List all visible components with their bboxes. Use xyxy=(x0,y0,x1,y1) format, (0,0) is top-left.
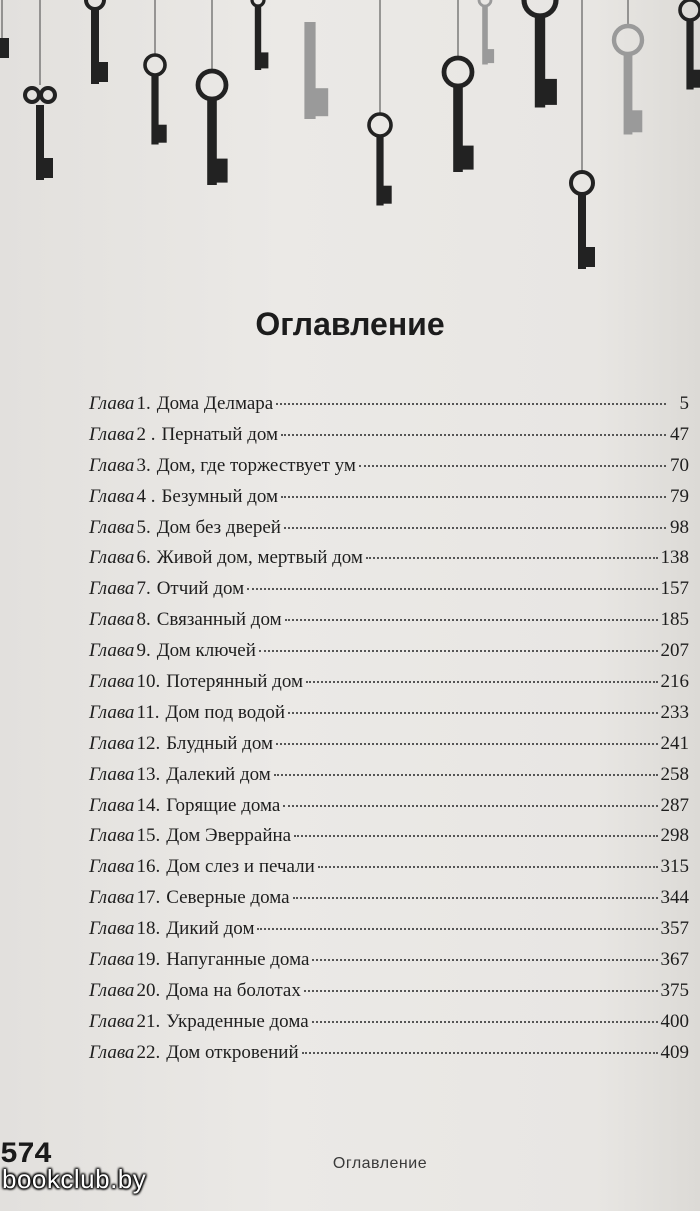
chapter-title: Дом слез и печали xyxy=(166,856,315,878)
chapter-title: Дом откровений xyxy=(166,1041,299,1063)
chapter-label: Глава xyxy=(89,640,135,662)
chapter-label: Глава xyxy=(89,547,135,569)
toc-entry xyxy=(89,389,689,420)
chapter-label: Глава xyxy=(89,794,135,816)
chapter-page-number: 409 xyxy=(660,1041,689,1063)
chapter-title: Дом, где торжествует ум xyxy=(156,454,356,476)
toc-entry xyxy=(89,667,689,698)
chapter-label: Глава xyxy=(89,856,135,878)
chapter-number: 1. xyxy=(136,393,151,414)
chapter-number: 8. xyxy=(136,609,151,631)
chapter-number: 18. xyxy=(136,918,161,940)
chapter-label: Глава xyxy=(89,393,135,414)
chapter-page-number: 344 xyxy=(660,887,689,909)
hanging-key-5 xyxy=(198,0,228,185)
chapter-label: Глава xyxy=(89,887,135,909)
running-title: Оглавление xyxy=(332,1155,428,1172)
dot-leader xyxy=(294,835,657,837)
toc-entry xyxy=(89,543,689,574)
toc-entry xyxy=(89,574,689,605)
chapter-label: Глава xyxy=(89,918,135,940)
chapter-title: Горящие дома xyxy=(166,794,281,816)
hanging-key-9 xyxy=(444,0,474,172)
chapter-page-number: 241 xyxy=(660,732,689,754)
dot-leader xyxy=(312,959,657,961)
chapter-title: Связанный дом xyxy=(156,609,282,631)
chapter-number: 13. xyxy=(136,763,161,785)
toc-entry xyxy=(89,513,689,544)
dot-leader xyxy=(359,465,666,467)
toc-entry xyxy=(89,821,689,852)
chapter-label: Глава xyxy=(89,1010,135,1032)
chapter-number: 6. xyxy=(136,547,151,569)
chapter-page-number: 157 xyxy=(660,578,689,600)
chapter-number: 10. xyxy=(136,671,161,693)
dot-leader xyxy=(283,805,657,807)
chapter-page-number: 258 xyxy=(660,763,689,785)
chapter-page-number: 207 xyxy=(660,640,689,662)
hanging-key-6 xyxy=(252,0,268,70)
chapter-number: 22. xyxy=(136,1041,161,1063)
chapter-number: 21. xyxy=(136,1010,161,1032)
chapter-number: 17. xyxy=(136,887,161,909)
hanging-key-13 xyxy=(614,0,642,135)
hanging-key-3 xyxy=(86,0,108,84)
hanging-key-2 xyxy=(25,0,55,180)
toc-entry xyxy=(89,914,689,945)
chapter-title: Дома на болотах xyxy=(166,979,301,1001)
toc-entry xyxy=(89,482,689,513)
dot-leader xyxy=(304,990,658,992)
hanging-key-8 xyxy=(369,0,392,206)
chapter-label: Глава xyxy=(89,671,135,693)
dot-leader xyxy=(281,434,666,436)
toc-entry xyxy=(89,1007,689,1038)
chapter-number: 2 . xyxy=(136,423,156,445)
chapter-number: 9. xyxy=(136,640,151,662)
chapter-number: 12. xyxy=(136,732,161,754)
chapter-title: Дом Эверрайна xyxy=(166,825,292,847)
dot-leader xyxy=(288,712,657,714)
chapter-page-number: 315 xyxy=(660,856,689,878)
toc-entry xyxy=(89,945,689,976)
dot-leader xyxy=(302,1052,658,1054)
chapter-title: Живой дом, мертвый дом xyxy=(156,547,363,569)
chapter-page-number: 233 xyxy=(660,701,689,723)
hanging-key-10 xyxy=(479,0,494,65)
chapter-page-number: 287 xyxy=(660,794,689,816)
dot-leader xyxy=(259,650,658,652)
dot-leader xyxy=(312,1021,658,1023)
chapter-page-number: 298 xyxy=(660,825,689,847)
chapter-page-number: 375 xyxy=(660,979,689,1001)
dot-leader xyxy=(276,743,658,745)
dot-leader xyxy=(284,527,666,529)
chapter-page-number: 400 xyxy=(660,1010,689,1032)
chapter-label: Глава xyxy=(89,516,135,538)
chapter-label: Глава xyxy=(89,701,135,723)
dot-leader xyxy=(306,681,658,683)
toc-entry xyxy=(89,976,689,1007)
dot-leader xyxy=(318,866,658,868)
dot-leader xyxy=(276,403,666,405)
dot-leader xyxy=(274,774,658,776)
chapter-page-number: 70 xyxy=(670,454,689,476)
chapter-title: Украденные дома xyxy=(166,1010,309,1032)
dot-leader xyxy=(366,557,658,559)
chapter-page-number: 138 xyxy=(660,547,689,569)
chapter-title: Потерянный дом xyxy=(166,671,303,693)
chapter-label: Глава xyxy=(89,423,135,445)
dot-leader xyxy=(285,619,658,621)
toc-entry xyxy=(89,1038,689,1069)
toc-entry xyxy=(89,852,689,883)
toc-entry xyxy=(89,605,689,636)
chapter-number: 16. xyxy=(136,856,161,878)
toc-entry xyxy=(89,760,689,791)
chapter-number: 7. xyxy=(136,578,151,600)
page-number: 574 xyxy=(0,1138,52,1172)
chapter-title: Пернатый дом xyxy=(161,423,279,445)
chapter-page-number: 47 xyxy=(670,423,689,445)
chapter-page-number: 357 xyxy=(660,918,689,940)
dot-leader xyxy=(257,928,657,930)
table-of-contents xyxy=(89,389,689,1069)
toc-entry xyxy=(89,791,689,822)
chapter-number: 14. xyxy=(136,794,161,816)
watermark: bookclub.by xyxy=(2,1164,147,1194)
toc-entry xyxy=(89,883,689,914)
chapter-number: 4 . xyxy=(136,485,156,507)
chapter-label: Глава xyxy=(89,732,135,754)
chapter-label: Глава xyxy=(89,763,135,785)
chapter-title: Дом под водой xyxy=(165,701,286,723)
chapter-title: Блудный дом xyxy=(166,732,273,754)
chapter-title: Северные дома xyxy=(166,887,290,909)
chapter-page-number: 367 xyxy=(660,949,689,971)
dot-leader xyxy=(293,897,658,899)
toc-entry xyxy=(89,729,689,760)
chapter-page-number: 185 xyxy=(660,609,689,631)
hanging-keys-illustration xyxy=(0,0,700,270)
chapter-page-number: 79 xyxy=(670,485,689,507)
chapter-title: Дома Делмара xyxy=(156,393,274,414)
chapter-label: Глава xyxy=(89,1041,135,1063)
toc-entry xyxy=(89,698,689,729)
chapter-label: Глава xyxy=(89,609,135,631)
hanging-key-14 xyxy=(680,0,700,90)
chapter-title: Напуганные дома xyxy=(166,949,310,971)
hanging-key-7 xyxy=(304,0,328,119)
dot-leader xyxy=(247,588,657,590)
chapter-title: Отчий дом xyxy=(156,578,245,600)
chapter-number: 3. xyxy=(136,454,151,476)
page-title: Оглавление xyxy=(255,306,445,342)
chapter-label: Глава xyxy=(89,485,135,507)
chapter-label: Глава xyxy=(89,578,135,600)
chapter-label: Глава xyxy=(89,949,135,971)
toc-entry xyxy=(89,636,689,667)
hanging-key-1 xyxy=(0,0,9,58)
hanging-key-11 xyxy=(524,0,557,108)
chapter-page-number: 5 xyxy=(679,393,689,414)
toc-entry xyxy=(89,420,689,451)
toc-entry xyxy=(89,451,689,482)
chapter-number: 11. xyxy=(136,701,160,723)
chapter-title: Дикий дом xyxy=(166,918,255,940)
chapter-page-number: 216 xyxy=(660,671,689,693)
chapter-number: 5. xyxy=(136,516,151,538)
chapter-title: Дом ключей xyxy=(156,640,256,662)
chapter-title: Далекий дом xyxy=(166,763,271,785)
chapter-title: Дом без дверей xyxy=(156,516,281,538)
chapter-number: 20. xyxy=(136,979,161,1001)
hanging-key-4 xyxy=(145,0,167,145)
chapter-number: 19. xyxy=(136,949,161,971)
chapter-page-number: 98 xyxy=(670,516,689,538)
hanging-key-12 xyxy=(571,0,595,269)
chapter-title: Безумный дом xyxy=(161,485,279,507)
chapter-number: 15. xyxy=(136,825,161,847)
chapter-label: Глава xyxy=(89,454,135,476)
chapter-label: Глава xyxy=(89,825,135,847)
dot-leader xyxy=(281,496,666,498)
chapter-label: Глава xyxy=(89,979,135,1001)
